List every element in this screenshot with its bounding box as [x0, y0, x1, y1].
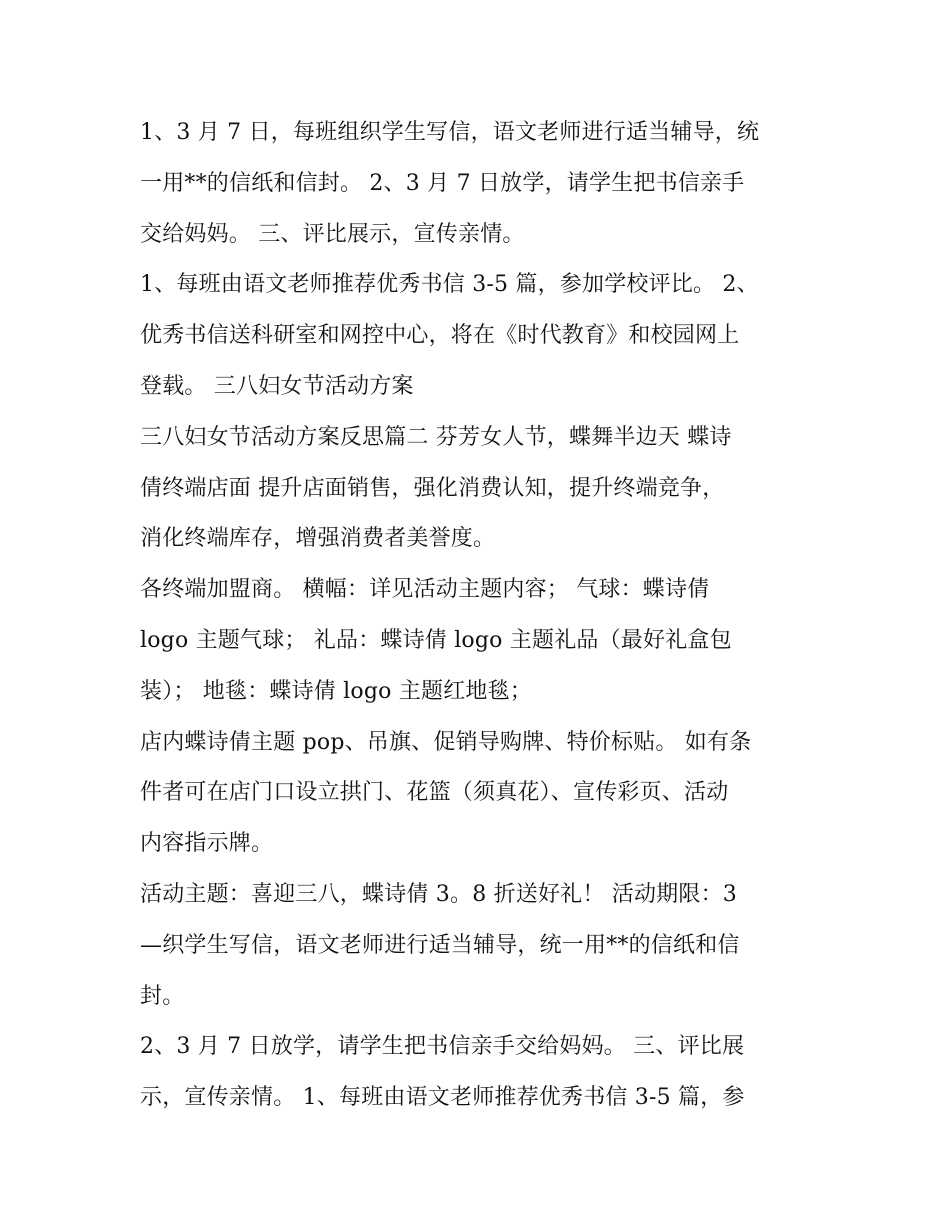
text-line: 店内蝶诗倩主题 pop、吊旗、促销导购牌、特价标贴。 如有条	[140, 729, 752, 755]
document-body	[140, 108, 830, 1124]
text-line: 件者可在店门口设立拱门、花篮（须真花）、宣传彩页、活动	[140, 780, 729, 806]
text-line: 交给妈妈。 三、评比展示，宣传亲情。	[140, 221, 525, 247]
text-line: 一用**的信纸和信封。 2、3 月 7 日放学，请学生把书信亲手	[140, 170, 745, 196]
text-line: 装）； 地毯：蝶诗倩 logo 主题红地毯；	[140, 678, 532, 704]
text-line: 消化终端库存，增强消费者美誉度。	[140, 526, 496, 552]
text-line: —织学生写信，语文老师进行适当辅导，统一用**的信纸和信	[140, 932, 740, 958]
text-line: 优秀书信送科研室和网控中心，将在《时代教育》和校园网上	[140, 323, 740, 349]
text-line: 登载。 三八妇女节活动方案	[140, 373, 414, 399]
text-line: 各终端加盟商。 横幅：详见活动主题内容； 气球：蝶诗倩	[140, 577, 710, 603]
text-line: 示，宣传亲情。 1、每班由语文老师推荐优秀书信 3-5 篇，参	[140, 1085, 745, 1111]
text-line: 三八妇女节活动方案反思篇二 芬芳女人节，蝶舞半边天 蝶诗	[140, 424, 732, 450]
text-line: 1、每班由语文老师推荐优秀书信 3-5 篇，参加学校评比。 2、	[140, 272, 759, 298]
text-line: 2、3 月 7 日放学，请学生把书信亲手交给妈妈。 三、评比展	[140, 1034, 745, 1060]
text-line: 倩终端店面 提升店面销售，强化消费认知，提升终端竞争，	[140, 475, 725, 501]
text-line: 封。	[140, 983, 185, 1009]
text-line: 活动主题：喜迎三八，蝶诗倩 3。8 折送好礼！ 活动期限：3	[140, 881, 737, 907]
text-line: logo 主题气球； 礼品：蝶诗倩 logo 主题礼品（最好礼盒包	[140, 627, 732, 653]
text-line: 内容指示牌。	[140, 831, 274, 857]
text-line: 1、3 月 7 日，每班组织学生写信，语文老师进行适当辅导，统	[140, 120, 760, 145]
